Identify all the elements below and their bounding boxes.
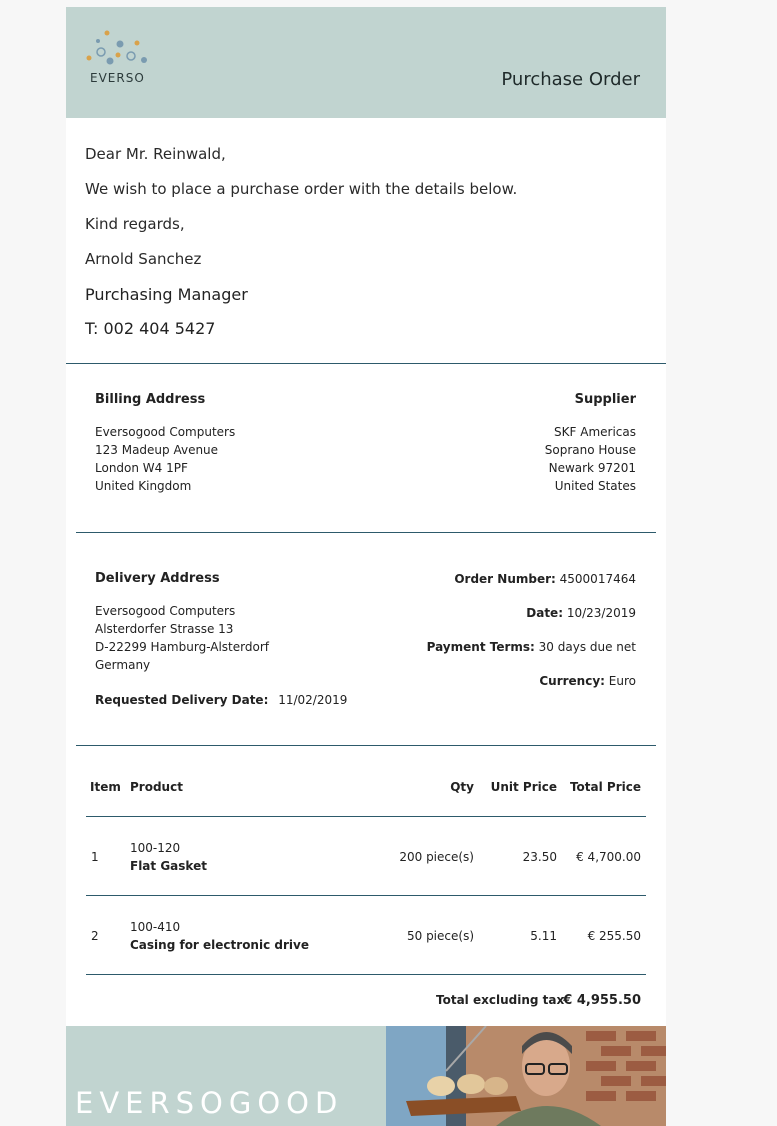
row-item-number: 1: [91, 850, 99, 864]
billing-line: Eversogood Computers: [95, 425, 236, 439]
order-date-value: 10/23/2019: [566, 606, 636, 620]
logo-dots-icon: [84, 29, 154, 69]
column-header-unit-price: Unit Price: [490, 780, 557, 794]
divider: [66, 363, 666, 364]
supplier-line: Soprano House: [544, 443, 636, 457]
delivery-line: Alsterdorfer Strasse 13: [95, 622, 234, 636]
payment-terms-value: 30 days due net: [538, 640, 636, 654]
billing-line: 123 Madeup Avenue: [95, 443, 219, 457]
total-label: Total excluding tax: [436, 993, 565, 1007]
row-qty: 200 piece(s): [399, 850, 474, 864]
currency-label: Currency:: [539, 674, 605, 688]
page-title: Purchase Order: [501, 69, 640, 90]
footer-brand: EVERSOGOOD: [75, 1086, 344, 1120]
row-total-price: € 255.50: [587, 929, 641, 943]
closing: Kind regards,: [85, 215, 185, 233]
greeting: Dear Mr. Reinwald,: [85, 145, 226, 163]
row-product-code: 100-120: [130, 841, 181, 855]
footer-photo-image: [386, 1026, 666, 1126]
supplier-line: Newark 97201: [548, 461, 636, 475]
requested-delivery-label: Requested Delivery Date:: [95, 693, 269, 707]
delivery-line: Germany: [95, 658, 151, 672]
delivery-address: [95, 570, 269, 674]
column-header-item: Item: [90, 780, 121, 794]
order-number-value: 4500017464: [559, 572, 636, 586]
supplier-address: [545, 391, 636, 495]
divider: [86, 895, 646, 896]
letter-body: We wish to place a purchase order with the details below.: [85, 180, 518, 198]
row-unit-price: 5.11: [530, 929, 557, 943]
billing-heading: Billing Address: [95, 392, 206, 407]
column-header-qty: Qty: [450, 780, 474, 794]
order-date-label: Date:: [526, 606, 563, 620]
order-number: [454, 572, 636, 586]
delivery-line: D-22299 Hamburg-Alsterdorf: [95, 640, 269, 654]
delivery-heading: Delivery Address: [95, 571, 220, 586]
row-product-code: 100-410: [130, 920, 181, 934]
billing-line: United Kingdom: [95, 479, 192, 493]
column-header-total-price: Total Price: [569, 780, 641, 794]
header-banner: [66, 7, 666, 118]
requested-delivery-date: [95, 693, 347, 707]
order-number-label: Order Number:: [454, 572, 556, 586]
column-header-product: Product: [130, 780, 183, 794]
row-unit-price: 23.50: [522, 850, 557, 864]
order-date: [526, 606, 636, 620]
supplier-line: United States: [554, 479, 636, 493]
payment-terms: [427, 640, 636, 654]
row-product-name: Flat Gasket: [130, 859, 207, 873]
signer-title: Purchasing Manager: [85, 285, 248, 304]
divider: [76, 745, 656, 746]
currency-value: Euro: [608, 674, 636, 688]
logo-text: EVERSO: [90, 71, 145, 85]
total-value: € 4,955.50: [563, 993, 641, 1008]
footer-banner: [66, 1026, 666, 1126]
everso-logo: [84, 29, 154, 89]
currency: [539, 674, 636, 688]
row-total-price: € 4,700.00: [576, 850, 641, 864]
purchase-order-page: [66, 7, 666, 1126]
row-product-name: Casing for electronic drive: [130, 938, 309, 952]
divider: [86, 816, 646, 817]
delivery-line: Eversogood Computers: [95, 604, 236, 618]
signer-phone: T: 002 404 5427: [85, 319, 216, 338]
row-item-number: 2: [91, 929, 99, 943]
row-qty: 50 piece(s): [406, 929, 474, 943]
supplier-heading: Supplier: [574, 392, 636, 407]
divider: [86, 974, 646, 975]
payment-terms-label: Payment Terms:: [426, 640, 535, 654]
requested-delivery-value: 11/02/2019: [278, 693, 348, 707]
divider: [76, 532, 656, 533]
signer-name: Arnold Sanchez: [85, 250, 202, 268]
billing-address: [95, 391, 235, 495]
billing-line: London W4 1PF: [95, 461, 188, 475]
supplier-line: SKF Americas: [554, 425, 636, 439]
